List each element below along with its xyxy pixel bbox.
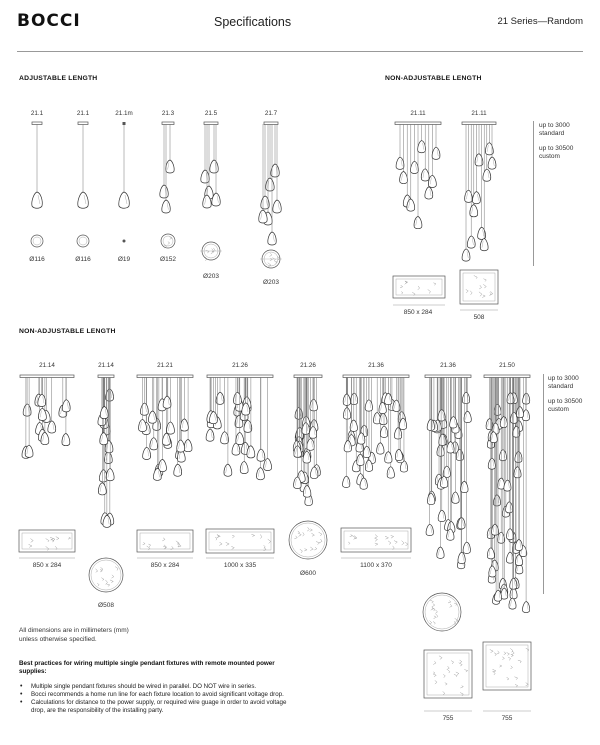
canopy-bar [264, 122, 278, 125]
pendant-glass [458, 552, 465, 563]
pendant-glass [426, 524, 433, 535]
pendant-glass [266, 178, 274, 191]
length-note-line: standard [539, 130, 565, 137]
pendant-glass [432, 147, 440, 159]
canopy-dimension: Ø600 [300, 570, 316, 577]
canopy-dimension: 755 [501, 715, 513, 722]
canopy-dimension: Ø116 [75, 256, 91, 263]
pendant-glass [234, 392, 242, 404]
pendant-glass [240, 461, 248, 473]
model-label: 21.36 [440, 362, 456, 369]
dimensions-note-line: All dimensions are in millimeters (mm) [19, 627, 129, 634]
pendant-glass [310, 399, 318, 411]
canopy-dimension: Ø203 [263, 279, 279, 286]
pendant-glass [492, 524, 499, 535]
pendant-glass [411, 161, 419, 173]
pendant-glass [480, 239, 488, 251]
list-item: • Multiple single pendant fixtures should be wired in parallel. DO NOT wire in series. [19, 683, 289, 690]
pendant-glass [414, 217, 422, 229]
pendant-glass [162, 200, 170, 213]
pendant-glass [343, 476, 350, 487]
model-label: 21.1 [30, 110, 44, 117]
pendant-glass [139, 419, 147, 431]
pendant-glass [307, 439, 315, 451]
adjustable-heading: ADJUSTABLE LENGTH [19, 75, 98, 82]
pendant-glass [363, 446, 370, 457]
pendant-glass [119, 192, 129, 208]
pendant-glass [140, 403, 148, 415]
canopy-plan [423, 593, 461, 631]
canopy-dimension: 850 x 284 [150, 562, 180, 569]
canopy-plan [424, 650, 472, 698]
pendant-glass [257, 449, 265, 461]
pendant-glass [515, 540, 522, 551]
canopy-plan [89, 558, 123, 592]
pendant-glass [343, 394, 350, 405]
pendant-glass [418, 141, 426, 153]
pendant-glass [437, 547, 444, 558]
pendant-glass [387, 467, 394, 478]
pendant-glass [523, 602, 530, 613]
canopy-dimension: 1000 x 335 [223, 562, 257, 569]
pendant-glass [452, 492, 459, 503]
pendant-glass [177, 440, 185, 452]
model-label: 21.14 [39, 362, 55, 369]
pendant-glass [62, 400, 70, 412]
model-label: 21.11 [471, 110, 487, 117]
pendant-glass [509, 598, 516, 609]
pendant-glass [268, 232, 276, 245]
model-label: 21.50 [499, 362, 515, 369]
length-note-line: up to 30500 [548, 398, 583, 405]
canopy-dimension: 755 [442, 715, 454, 722]
pendant-glass [273, 200, 281, 213]
pendant-glass [425, 187, 433, 199]
pendant-glass [166, 160, 174, 173]
length-note-line: up to 30500 [539, 145, 574, 152]
list-item: • Bocci recommends a home run line for each fixture location to avoid significant voltage drop. [19, 691, 289, 698]
canopy-dimension: 508 [473, 314, 485, 321]
canopy-plan [206, 529, 274, 553]
canopy-plan [123, 240, 126, 243]
pendant-glass [23, 404, 31, 416]
canopy-dimension: Ø152 [160, 256, 176, 263]
best-practices-title: Best practices for wiring multiple single pendant fixtures with remote mounted power supplies: [19, 660, 275, 675]
length-note-line: up to 3000 [539, 122, 570, 129]
pendant-glass [343, 408, 350, 419]
pendant-glass [184, 440, 192, 452]
pendant-glass [377, 443, 384, 454]
canopy-dimension: Ø19 [117, 256, 131, 263]
pendant-glass [421, 169, 429, 181]
pendant-glass [467, 236, 475, 248]
pendant-glass [163, 396, 171, 408]
pendant-glass [259, 210, 267, 223]
pendant-glass [180, 419, 188, 431]
pendant-glass [514, 467, 521, 478]
pendant-glass [224, 464, 232, 476]
pendant-glass [462, 249, 470, 261]
pendant-glass [380, 413, 387, 424]
page-title: Specifications [214, 15, 292, 29]
model-label: 21.21 [157, 362, 173, 369]
pendant-glass [428, 175, 436, 187]
model-label: 21.5 [204, 110, 218, 117]
pendant-glass [488, 458, 495, 469]
model-label: 21.14 [98, 362, 114, 369]
pendant-glass [437, 445, 444, 456]
model-label: 21.1m [115, 110, 133, 117]
canopy-plan [483, 642, 531, 690]
pendant-glass [160, 185, 168, 198]
model-label: 21.11 [410, 110, 426, 117]
pendant-glass [462, 392, 469, 403]
pendant-glass [450, 417, 457, 428]
canopy-stub [123, 122, 126, 125]
canopy-plan [460, 270, 498, 304]
canopy-dimension: Ø203 [203, 273, 219, 280]
model-label: 21.26 [232, 362, 248, 369]
pendant-glass [78, 192, 88, 208]
pendant-glass [104, 451, 112, 463]
pendant-glass [206, 429, 214, 441]
canopy-dimension: 850 x 284 [403, 309, 433, 316]
model-label: 21.7 [264, 110, 278, 117]
pendant-glass [174, 464, 182, 476]
canopy-plan [341, 528, 411, 552]
series-title: 21 Series—Random [497, 16, 583, 27]
length-note-line: custom [539, 153, 560, 160]
pendant-glass [463, 542, 470, 553]
pendant-glass [150, 438, 158, 450]
pendant-glass [395, 449, 402, 460]
pendant-glass [236, 432, 244, 444]
pendant-glass [380, 426, 387, 437]
pendant-glass [493, 495, 500, 506]
bocci-logo: BOCCI [17, 11, 81, 31]
pendant-glass [438, 510, 445, 521]
pendant-glass [62, 433, 70, 445]
non-adjustable-top-heading: NON-ADJUSTABLE LENGTH [385, 75, 482, 82]
pendant-glass [396, 157, 404, 169]
pendant-glass [488, 157, 496, 169]
pendant-glass [143, 447, 151, 459]
dimensions-note-line: unless otherwise specified. [19, 635, 97, 643]
canopy-dimension: Ø508 [98, 602, 114, 609]
pendant-glass [365, 400, 372, 411]
pendant-glass [257, 468, 265, 480]
canopy-plan [19, 530, 75, 552]
pendant-glass [506, 502, 513, 513]
length-note-line: up to 3000 [548, 375, 579, 382]
pendant-glass [148, 411, 156, 423]
pendant-glass [499, 450, 506, 461]
canopy-dimension: 850 x 284 [32, 562, 62, 569]
canopy-dimension: Ø116 [29, 256, 45, 263]
pendant-glass [221, 432, 229, 444]
pendant-glass [210, 160, 218, 173]
length-note-line: standard [548, 383, 574, 390]
list-item: • Calculations for distance to the power supply, or required wire guage in order to avoid voltage drop, are the responsibility of the installing party. [19, 699, 289, 713]
pendant-glass [162, 433, 170, 445]
model-label: 21.3 [161, 110, 175, 117]
model-label: 21.36 [368, 362, 384, 369]
canopy-bar [98, 375, 114, 378]
pendant-glass [264, 458, 272, 470]
canopy-dimension: 1100 x 370 [360, 562, 392, 569]
pendant-glass [48, 421, 56, 433]
model-label: 21.1 [76, 110, 90, 117]
pendant-glass [32, 192, 42, 208]
model-label: 21.26 [300, 362, 316, 369]
pendant-glass [201, 170, 209, 183]
canopy-bar [294, 375, 322, 378]
pendant-glass [106, 469, 114, 481]
pendant-glass [400, 171, 408, 183]
pendant-glass [464, 411, 471, 422]
length-note-line: custom [548, 406, 569, 413]
non-adjustable-bottom-heading: NON-ADJUSTABLE LENGTH [19, 328, 116, 335]
pendant-glass [487, 548, 494, 559]
